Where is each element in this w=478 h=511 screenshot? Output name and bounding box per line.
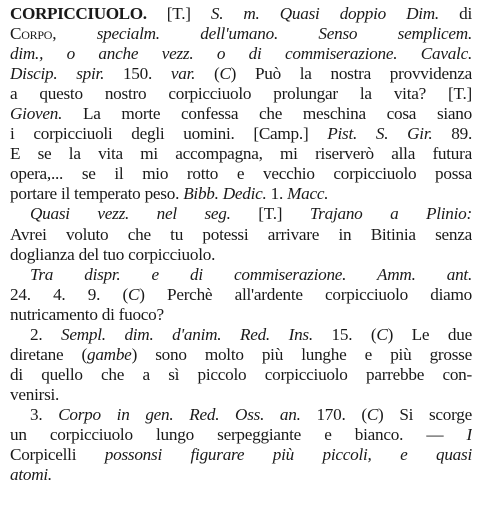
text-run: 2. xyxy=(30,324,62,344)
text-run: ) Si scorge xyxy=(378,404,472,424)
text-run: possonsi figurare più piccoli, e quasi xyxy=(76,445,472,465)
text-line xyxy=(10,104,472,124)
text-run: [T.] xyxy=(230,204,310,224)
text-line xyxy=(10,64,472,84)
text-run: S. m. Quasi doppio Dim. xyxy=(210,4,439,23)
text-line xyxy=(10,204,472,224)
text-line xyxy=(10,445,472,465)
text-run: ) sono molto più lunghe e più grosse xyxy=(131,344,472,364)
text-run: Corpicelli xyxy=(10,445,77,465)
text-run: Pist. S. Gir. xyxy=(327,124,433,144)
text-line xyxy=(10,84,472,104)
text-run: i corpicciuoli degli uomini. [Camp.] xyxy=(10,124,328,144)
text-run: a questo nostro corpicciuolo prolungar la vita? [T.] xyxy=(10,84,472,104)
text-run: 3. xyxy=(30,404,59,424)
text-run: La morte confessa che meschina cosa siano xyxy=(62,104,472,124)
text-line xyxy=(10,265,472,285)
text-run: di quello che a sì piccolo corpicciuolo parrebbe con- xyxy=(10,364,472,384)
text-run: , xyxy=(52,24,97,44)
text-run: doglianza del tuo corpicciuolo. xyxy=(10,244,216,264)
text-run: Avrei voluto che tu potessi arrivare in Bitinia senza xyxy=(10,224,472,244)
text-line xyxy=(10,425,472,445)
text-run: Gioven. xyxy=(10,104,63,124)
text-run: I xyxy=(466,424,472,444)
text-run: Trajano a Plinio: xyxy=(309,204,472,224)
text-line xyxy=(10,44,472,64)
text-line xyxy=(10,24,472,44)
text-line xyxy=(10,385,472,405)
text-run: gambe xyxy=(86,344,132,364)
text-run: Corpo xyxy=(10,24,53,44)
text-run: specialm. dell'umano. Senso semplicem. xyxy=(96,24,472,44)
text-line xyxy=(10,164,472,184)
text-line xyxy=(10,4,472,24)
text-run: 24. 4. 9. ( xyxy=(10,284,128,304)
text-line xyxy=(10,405,472,425)
text-run: 170. ( xyxy=(300,404,367,424)
text-line xyxy=(10,285,472,305)
text-line xyxy=(10,225,472,245)
text-run: 1. xyxy=(266,184,288,204)
text-run: ) Le due xyxy=(387,324,472,344)
text-run: nutricamento di fuoco? xyxy=(10,304,164,324)
text-run: di xyxy=(438,4,472,23)
text-run: 89. xyxy=(432,124,472,144)
text-run: un corpicciuolo lungo serpeggiante e bianco. — xyxy=(10,424,467,444)
text-run: ) Può la nostra provvidenza xyxy=(230,64,472,84)
text-line xyxy=(10,365,472,385)
text-run: Sempl. dim. d'anim. Red. Ins. xyxy=(61,324,313,344)
text-run: portare il temperato peso. xyxy=(10,184,184,204)
text-line xyxy=(10,124,472,144)
dictionary-entry xyxy=(10,4,472,485)
text-line xyxy=(10,465,472,485)
text-run: C xyxy=(219,64,231,84)
text-run: Macc. xyxy=(287,184,329,204)
text-line xyxy=(10,305,472,325)
text-line xyxy=(10,184,472,204)
text-run: E se la vita mi accompagna, mi riserverò alla futura xyxy=(10,144,472,164)
text-run: C xyxy=(128,284,140,304)
text-run: dim., o anche vezz. o di commiserazione. Cavalc. xyxy=(10,44,472,64)
text-run: venirsi. xyxy=(10,384,60,404)
text-run: C xyxy=(366,404,379,424)
text-run: [T.] xyxy=(146,4,211,23)
text-run: atomi. xyxy=(10,465,52,485)
text-run: ( xyxy=(195,64,220,84)
text-run: 150. xyxy=(104,64,171,84)
text-run: Discip. spir. xyxy=(10,64,105,84)
text-run: Quasi vezz. nel seg. xyxy=(30,204,231,224)
text-run: 15. ( xyxy=(312,324,377,344)
text-line xyxy=(10,325,472,345)
headword: CORPICCIUOLO. xyxy=(10,4,147,23)
text-run: Corpo in gen. Red. Oss. an. xyxy=(58,404,301,424)
text-run: diretane ( xyxy=(10,344,87,364)
text-run: C xyxy=(376,324,388,344)
text-run: opera,... se il mio rotto e vecchio corpicciuolo possa xyxy=(10,164,472,184)
text-line xyxy=(10,345,472,365)
text-run: ) Perchè all'ardente corpicciuolo diamo xyxy=(139,284,472,304)
text-line xyxy=(10,144,472,164)
text-run: Bibb. Dedic. xyxy=(183,184,267,204)
text-run: var. xyxy=(170,64,196,84)
text-line xyxy=(10,245,472,265)
text-run: Tra dispr. e di commiserazione. Amm. ant. xyxy=(30,264,472,284)
